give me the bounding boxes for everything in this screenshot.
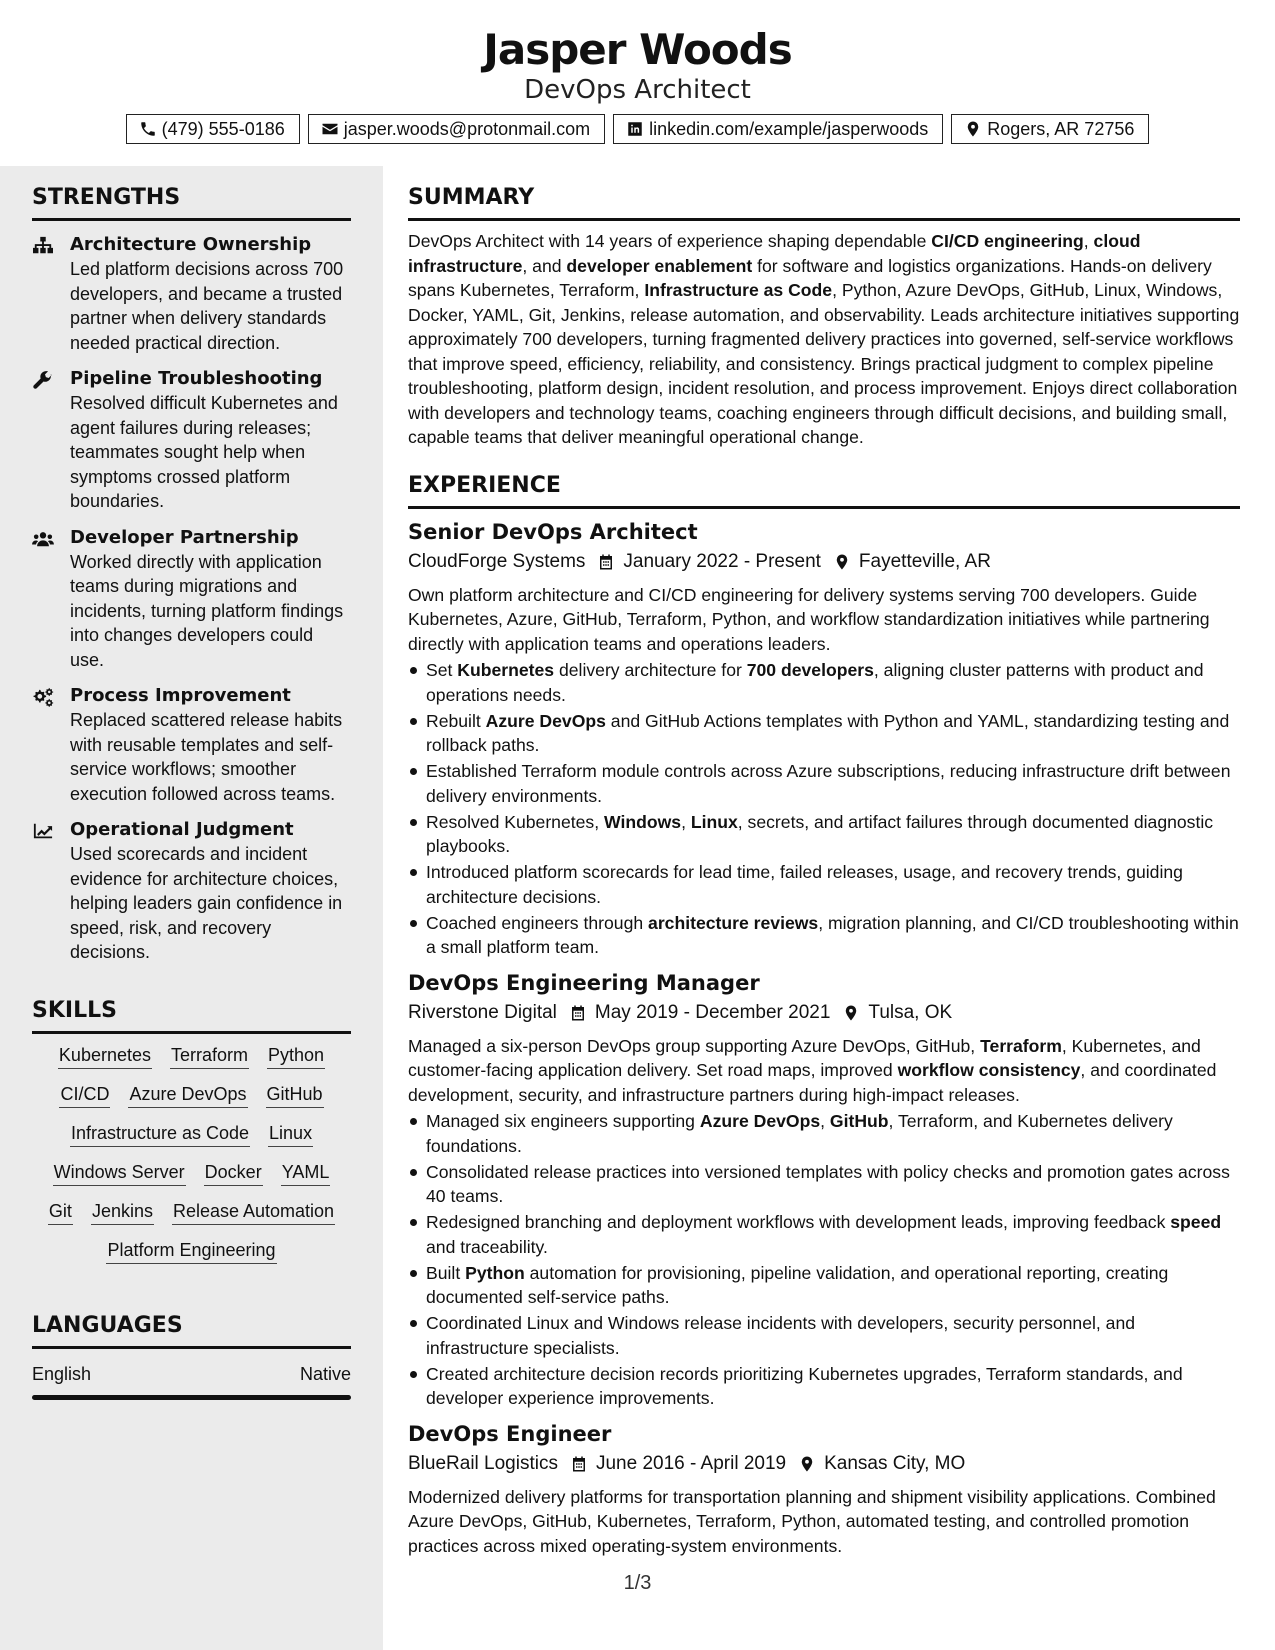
sidebar [0, 166, 383, 1650]
strength-item [32, 684, 351, 806]
job-entry [408, 1421, 1240, 1559]
skill-tag: GitHub [266, 1081, 324, 1108]
gears-icon [32, 684, 70, 806]
contact-text: Rogers, AR 72756 [987, 118, 1135, 139]
job-bullet: Resolved Kubernetes, Windows, Linux, secrets, and artifact failures through documented diagnostic playbooks. [408, 810, 1240, 859]
language-row [32, 1361, 351, 1387]
summary-heading: SUMMARY [408, 166, 1240, 221]
candidate-name: Jasper Woods [483, 25, 792, 74]
map-pin-icon [964, 120, 982, 138]
calendar-icon [585, 552, 623, 572]
job-bullet: Introduced platform scorecards for lead time, failed releases, usage, and recovery trends, guiding architecture decisions. [408, 860, 1240, 909]
job-dates: May 2019 - December 2021 [594, 1001, 831, 1023]
skill-tag: Terraform [170, 1042, 249, 1069]
skill-tag: Python [267, 1042, 325, 1069]
map-pin-icon [830, 1003, 868, 1023]
job-entry [408, 970, 1240, 1411]
strength-title: Operational Judgment [70, 819, 294, 840]
skill-tag: Jenkins [91, 1198, 154, 1225]
job-title: Senior DevOps Architect [408, 519, 698, 544]
job-bullet: Rebuilt Azure DevOps and GitHub Actions templates with Python and YAML, standardizing testing and rollback paths. [408, 709, 1240, 758]
job-location: Tulsa, OK [868, 1001, 953, 1023]
strength-item [32, 367, 351, 514]
strength-description: Used scorecards and incident evidence for architecture choices, helping leaders gain confidence in speed, risk, and recovery decisions. [70, 844, 343, 962]
skill-tag: YAML [281, 1159, 331, 1186]
contact-chip-linkedin[interactable] [613, 114, 943, 144]
phone-icon [139, 120, 157, 138]
company-name: BlueRail Logistics [408, 1452, 558, 1474]
experience-list [408, 519, 1240, 1559]
contact-chip-map-pin[interactable] [951, 114, 1149, 144]
job-dates: January 2022 - Present [623, 550, 821, 572]
main-column [408, 166, 1240, 1558]
job-entry [408, 519, 1240, 960]
company-name: Riverstone Digital [408, 1001, 557, 1023]
strength-description: Resolved difficult Kubernetes and agent failures during releases; teammates sought help when symptoms crossed platform boundaries. [70, 393, 338, 511]
job-description: Modernized delivery platforms for transportation planning and shipment visibility applications. Combined Azure DevOps, GitHub, Kubernetes, Terraform, Python, automated testing, and controlled promotion practices across mixed operating-system environments. [408, 1486, 1216, 1556]
job-bullet: Redesigned branching and deployment workflows with development leads, improving feedback speed and traceability. [408, 1210, 1240, 1259]
languages-list [32, 1361, 351, 1400]
skill-tag: Docker [204, 1159, 263, 1186]
strengths-heading: STRENGTHS [32, 166, 351, 221]
contact-text: linkedin.com/example/jasperwoods [649, 118, 929, 139]
job-description: Managed a six-person DevOps group supporting Azure DevOps, GitHub, Terraform, Kubernetes, and customer-facing application delivery. Set road maps, improved workflow consistency, and coordinated development, security, and infrastructure partners during high-impact releases. [408, 1035, 1217, 1105]
language-name: English [32, 1363, 92, 1384]
calendar-icon [558, 1454, 596, 1474]
skill-tag: Infrastructure as Code [70, 1120, 250, 1147]
page-number: 1/3 [623, 1572, 652, 1594]
job-bullet: Managed six engineers supporting Azure DevOps, GitHub, Terraform, and Kubernetes delivery foundations. [408, 1109, 1240, 1158]
skill-tag: Git [48, 1198, 73, 1225]
job-bullet: Established Terraform module controls across Azure subscriptions, reducing infrastructure drift between delivery environments. [408, 759, 1240, 808]
map-pin-icon [821, 552, 859, 572]
contact-chip-envelope[interactable] [308, 114, 605, 144]
strength-item [32, 818, 351, 965]
skill-tag: Linux [268, 1120, 313, 1147]
skill-tag: Azure DevOps [128, 1081, 247, 1108]
strength-title: Developer Partnership [70, 526, 299, 548]
job-meta [408, 1451, 1240, 1477]
job-bullet: Built Python automation for provisioning, pipeline validation, and operational reporting, creating documented self-service paths. [408, 1261, 1240, 1310]
users-icon [32, 526, 70, 673]
wrench-icon [32, 367, 70, 514]
strength-description: Replaced scattered release habits with reusable templates and self-service workflows; smoother execution followed across teams. [70, 710, 343, 804]
strengths-list [32, 233, 351, 965]
strength-title: Pipeline Troubleshooting [70, 368, 323, 389]
org-chart-icon [32, 233, 70, 355]
linkedin-icon [626, 120, 644, 138]
skill-tag: Release Automation [172, 1198, 335, 1225]
language-level: Native [299, 1363, 351, 1384]
job-bullets [408, 1109, 1240, 1411]
job-bullet: Coordinated Linux and Windows release incidents with developers, security personnel, and infrastructure specialists. [408, 1311, 1240, 1360]
job-bullet: Created architecture decision records prioritizing Kubernetes upgrades, Terraform standards, and developer experience improvements. [408, 1362, 1240, 1411]
experience-heading: EXPERIENCE [408, 454, 1240, 509]
strength-description: Worked directly with application teams during migrations and incidents, turning platform findings into changes developers could use. [70, 551, 344, 670]
job-bullet: Set Kubernetes delivery architecture for 700 developers, aligning cluster patterns with product and operations needs. [408, 658, 1240, 707]
language-level-bar [32, 1395, 351, 1400]
strength-description: Led platform decisions across 700 developers, and became a trusted partner when delivery standards needed practical direction. [70, 259, 344, 353]
candidate-role: DevOps Architect [524, 75, 751, 105]
job-bullet: Consolidated release practices into versioned templates with policy checks and promotion gates across 40 teams. [408, 1160, 1240, 1209]
strength-title: Process Improvement [70, 685, 291, 706]
job-title: DevOps Engineering Manager [408, 970, 760, 995]
job-dates: June 2016 - April 2019 [595, 1452, 787, 1474]
contact-text: jasper.woods@protonmail.com [343, 118, 591, 139]
job-bullets [408, 658, 1240, 960]
job-location: Fayetteville, AR [858, 550, 991, 572]
company-name: CloudForge Systems [408, 550, 586, 572]
calendar-icon [557, 1003, 595, 1023]
job-description: Own platform architecture and CI/CD engineering for delivery systems serving 700 developers. Guide Kubernetes, Azure, GitHub, Terraform, Python, and workflow standardization initiatives while partnering directly with application teams and operations leaders. [408, 584, 1210, 654]
job-meta [408, 1000, 1240, 1026]
contact-bar [0, 114, 1275, 144]
job-bullet: Coached engineers through architecture reviews, migration planning, and CI/CD troubleshooting within a small platform team. [408, 911, 1240, 960]
skills-heading: SKILLS [32, 979, 351, 1034]
skill-tag: Platform Engineering [106, 1237, 276, 1264]
contact-text: (479) 555-0186 [161, 118, 285, 139]
strength-item [32, 526, 351, 673]
languages-heading: LANGUAGES [32, 1294, 351, 1349]
strength-item [32, 233, 351, 355]
line-chart-icon [32, 818, 70, 965]
skills-list [32, 1034, 351, 1264]
job-location: Kansas City, MO [824, 1452, 966, 1474]
summary-text: DevOps Architect with 14 years of experience shaping dependable CI/CD engineering, cloud infrastructure, and developer enablement for software and logistics organizations. Hands-on delivery spans Kubernetes, Terraform, Infrastructure as Code, Python, Azure DevOps, GitHub, Linux, Windows, Docker, YAML, Git, Jenkins, release automation, and observability. Leads architecture initiatives supporting approximately 700 developers, turning fragmented delivery practices into governed, self-service workflows that improve speed, efficiency, reliability, and consistency. Brings practical judgment to complex pipeline troubleshooting, platform design, incident resolution, and process improvement. Enjoys direct collaboration with developers and technology teams, coaching engineers through difficult decisions, and building small, capable teams that deliver meaningful operational change. [408, 231, 1240, 447]
envelope-icon [321, 120, 339, 138]
resume-header [0, 24, 1275, 144]
strength-title: Architecture Ownership [70, 234, 312, 255]
map-pin-icon [786, 1454, 824, 1474]
skill-tag: Kubernetes [58, 1042, 152, 1069]
skill-tag: Windows Server [53, 1159, 186, 1186]
contact-chip-phone[interactable] [126, 114, 300, 144]
skill-tag: CI/CD [59, 1081, 110, 1108]
job-meta [408, 549, 1240, 575]
job-title: DevOps Engineer [408, 1421, 612, 1446]
